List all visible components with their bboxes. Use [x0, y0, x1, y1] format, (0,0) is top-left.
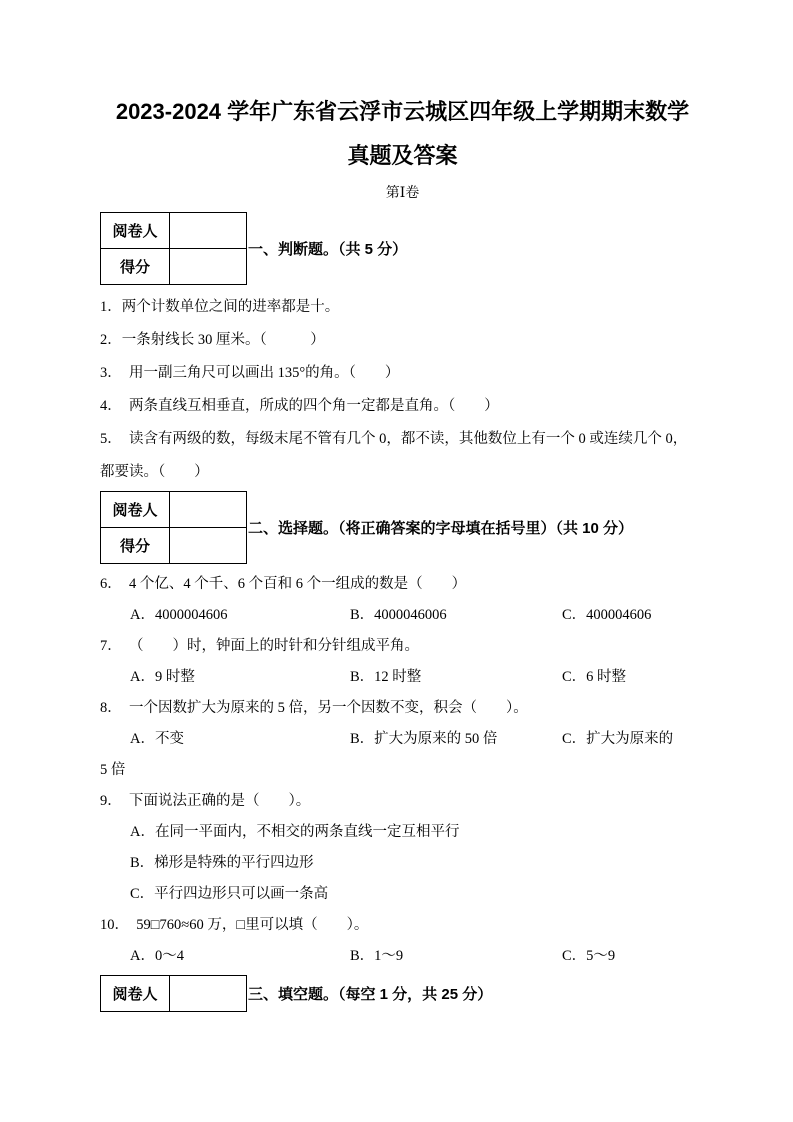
grader-block-1 [100, 212, 705, 285]
reviewer-label: 阅卷人 [101, 976, 170, 1012]
grader-table-3 [100, 975, 247, 1012]
question-1: 1．两个计数单位之间的进率都是十。 [100, 299, 340, 315]
section-3 [100, 975, 705, 1012]
option-8-a: A．不变 [130, 731, 184, 747]
option-9-b: B．梯形是特殊的平行四边形 [130, 855, 314, 871]
section-3-heading: 三、填空题。（每空 1 分，共 25 分） [248, 986, 493, 1003]
grader-table-1 [100, 212, 247, 285]
question-7: 7． （ ）时，钟面上的时针和分针组成平角。 [100, 638, 419, 654]
section-1-heading: 一、判断题。（共 5 分） [248, 241, 408, 258]
question-8: 8． 一个因数扩大为原来的 5 倍，另一个因数不变，积会（ ）。 [100, 700, 528, 716]
question-6-options [100, 605, 705, 626]
grader-table-2 [100, 491, 247, 564]
question-4: 4． 两条直线互相垂直，所成的四个角一定都是直角。（ ） [100, 398, 499, 414]
reviewer-blank-cell [170, 492, 247, 528]
reviewer-blank-cell [170, 213, 247, 249]
question-10: 10． 59□760≈60 万，□里可以填（ ）。 [100, 917, 369, 933]
option-10-c: C．5～9 [562, 948, 616, 964]
section-1 [100, 212, 705, 483]
option-7-b: B．12 时整 [350, 669, 422, 685]
option-6-a: A．4000004606 [130, 607, 228, 623]
option-8-b: B．扩大为原来的 50 倍 [350, 731, 498, 747]
page-title-line1: 2023-2024 学年广东省云浮市云城区四年级上学期期末数学 [115, 99, 690, 124]
option-7-c: C．6 时整 [562, 669, 627, 685]
volume-label: 第Ⅰ卷 [385, 186, 420, 201]
question-5-line1: 5． 读含有两级的数，每级末尾不管有几个 0，都不读，其他数位上有一个 0 或连续几个 0， [100, 431, 688, 447]
score-blank-cell [170, 249, 247, 285]
question-8-options [100, 729, 705, 750]
score-label: 得分 [101, 528, 170, 564]
question-10-options [100, 946, 705, 967]
option-6-b: B．4000046006 [350, 607, 447, 623]
option-10-b: B．1～9 [350, 948, 404, 964]
grader-reviewer-row [101, 213, 247, 249]
question-3: 3． 用一副三角尺可以画出 135°的角。（ ） [100, 365, 400, 381]
option-10-a: A．0～4 [130, 948, 184, 964]
page-title-line2: 真题及答案 [347, 143, 458, 168]
question-7-options [100, 667, 705, 688]
reviewer-blank-cell [170, 976, 247, 1012]
grader-block-2 [100, 491, 705, 564]
section-2 [100, 491, 705, 967]
question-6: 6． 4 个亿、4 个千、6 个百和 6 个一组成的数是（ ） [100, 576, 467, 592]
reviewer-label: 阅卷人 [101, 213, 170, 249]
option-8-c-continuation: 5 倍 [100, 762, 126, 778]
option-7-a: A．9 时整 [130, 669, 195, 685]
option-6-c: C．400004606 [562, 607, 652, 623]
question-5-line2: 都要读。（ ） [100, 464, 209, 480]
score-blank-cell [170, 528, 247, 564]
grader-reviewer-row [101, 492, 247, 528]
grader-score-row [101, 249, 247, 285]
question-2: 2．一条射线长 30 厘米。（ ） [100, 332, 325, 348]
grader-score-row [101, 528, 247, 564]
section-2-heading: 二、选择题。（将正确答案的字母填在括号里）（共 10 分） [248, 520, 634, 537]
question-9: 9． 下面说法正确的是（ ）。 [100, 793, 311, 809]
grader-reviewer-row [101, 976, 247, 1012]
score-label: 得分 [101, 249, 170, 285]
reviewer-label: 阅卷人 [101, 492, 170, 528]
option-9-c: C．平行四边形只可以画一条高 [130, 886, 329, 902]
option-9-a: A．在同一平面内，不相交的两条直线一定互相平行 [130, 824, 460, 840]
grader-block-3 [100, 975, 705, 1012]
option-8-c: C．扩大为原来的 [562, 731, 674, 747]
